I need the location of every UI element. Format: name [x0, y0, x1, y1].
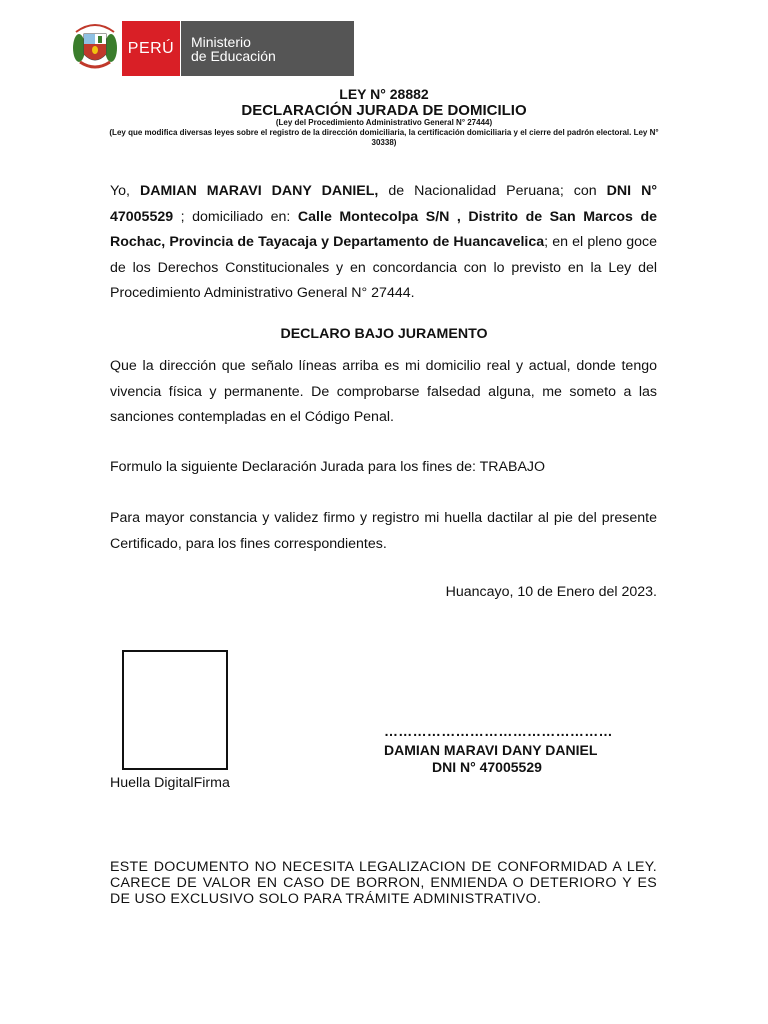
document-subtitle-2: (Ley que modifica diversas leyes sobre el registro de la dirección domiciliaria, la certificación domiciliaria y el cierre del padrón electoral. Ley N° 30338) — [109, 128, 659, 147]
ministry-logo — [181, 21, 354, 76]
declarant-address: Calle Montecolpa S/N , Distrito de San Marcos de Rochac, Provincia de Tayacaja y Departamento de Huancavelica — [110, 208, 658, 250]
coat-of-arms-icon — [70, 18, 120, 74]
validity-paragraph: Para mayor constancia y validez firmo y registro mi huella dactilar al pie del presente Certificado, para los fines correspondientes. — [110, 510, 657, 552]
fingerprint-box — [122, 650, 228, 770]
ministry-line-2: de Educación — [191, 47, 276, 64]
signer-name: DAMIAN MARAVI DANY DANIEL — [384, 742, 598, 758]
law-number: LEY N° 28882 — [339, 86, 429, 102]
signer-dni: DNI N° 47005529 — [432, 759, 542, 775]
p1-text-3: ; domiciliado en: — [173, 208, 298, 225]
declarant-dni: DNI N° 47005529 — [110, 183, 657, 225]
p1-text-4: ; en el pleno goce de los Derechos Constitucionales y en concordancia con lo previsto en la Ley del Procedimiento Administrativo General N° 27444. — [110, 234, 657, 301]
signature-line: ………………………………………… — [384, 723, 613, 739]
peru-logo — [122, 21, 180, 76]
ministry-line-1: Ministerio — [191, 33, 251, 50]
declaration-heading: DECLARO BAJO JURAMENTO — [280, 326, 488, 342]
purpose-paragraph: Formulo la siguiente Declaración Jurada para los fines de: TRABAJO — [110, 459, 546, 475]
fingerprint-signature-label: Huella DigitalFirma — [110, 775, 230, 791]
p1-text-1: Yo, — [110, 183, 140, 199]
document-date: Huancayo, 10 de Enero del 2023. — [445, 584, 657, 600]
residence-paragraph: Que la dirección que señalo líneas arriba es mi domicilio real y actual, donde tengo vivencia física y permanente. De comprobarse falsedad alguna, me someto a las sanciones contempladas en el Código Penal. — [110, 358, 657, 425]
legal-notice: ESTE DOCUMENTO NO NECESITA LEGALIZACION DE CONFORMIDAD A LEY. CARECE DE VALOR EN CASO DE BORRON, ENMIENDA O DETERIORO Y ES DE USO EXCLUSIVO SOLO PARA TRÁMITE ADMINISTRATIVO. — [110, 859, 657, 907]
document-title: DECLARACIÓN JURADA DE DOMICILIO — [241, 102, 527, 119]
peru-logo-text: PERÚ — [127, 39, 175, 57]
document-subtitle-1: (Ley del Procedimiento Administrativo General N° 27444) — [275, 118, 493, 127]
declarant-paragraph — [110, 179, 657, 307]
p1-text-2: de Nacionalidad Peruana; con — [378, 183, 607, 199]
declarant-name: DAMIAN MARAVI DANY DANIEL, — [140, 183, 379, 199]
